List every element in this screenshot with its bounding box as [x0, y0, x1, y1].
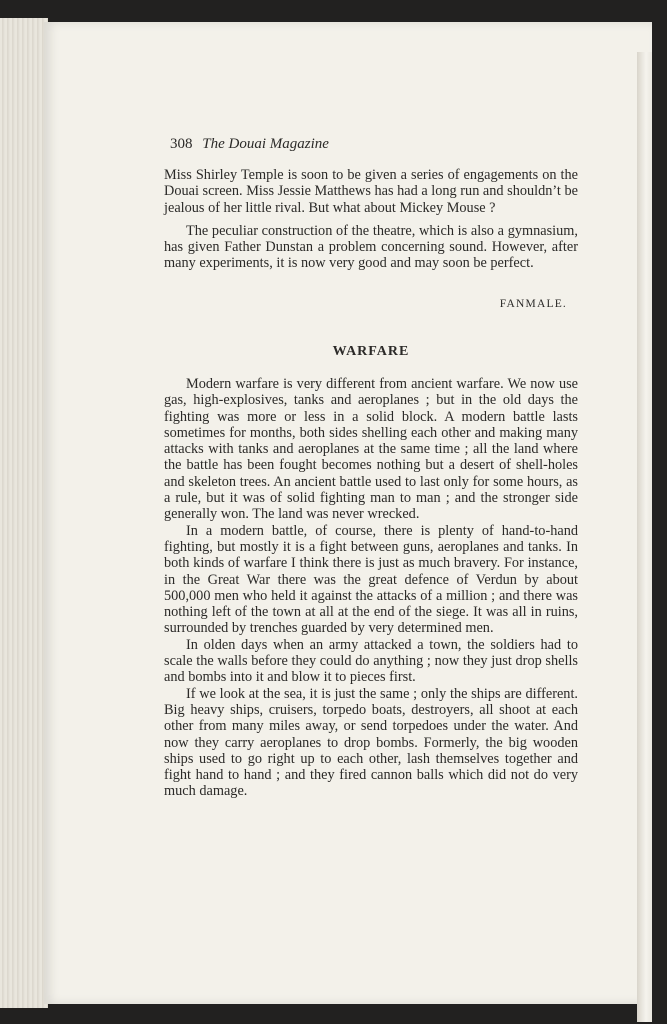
- article-paragraph: In olden days when an army attacked a town, the soldiers had to scale the walls before they could do anything ; now they just drop shells and bombs into it and blow it to pieces first.: [164, 636, 578, 686]
- intro-paragraph: The peculiar construction of the theatre, which is also a gymnasium, has given Father Dunstan a problem concerning sound. However, after many experiments, it is now very good and may soon be perfect.: [164, 222, 578, 272]
- page-edges: [0, 18, 48, 1008]
- page-gutter: [637, 52, 652, 1022]
- page-number: 308: [170, 136, 193, 152]
- signature: FANMALE.: [499, 298, 567, 310]
- intro-paragraph: Miss Shirley Temple is soon to be given a series of engagements on the Douai screen. Miss Jessie Matthews has had a long run and shouldn’t be jealous of her little rival. But what about Mickey Mouse ?: [164, 167, 578, 216]
- intro-section: [164, 167, 578, 272]
- article-paragraph: Modern warfare is very different from ancient warfare. We now use gas, high-explosives, tanks and aeroplanes ; but in the old days the fighting was more or less in a solid block. A modern battle lasts sometimes for months, both sides shelling each other and making many attacks with tanks and aeroplanes at the same time ; all the land where the battle has been fought becomes nothing but a desert of shell-holes and skeleton trees. An ancient battle used to last only for some hours, as a rule, but it was of solid fighting man to man ; and the stronger side generally won. The land was never wrecked.: [164, 376, 578, 523]
- article-paragraph: If we look at the sea, it is just the same ; only the ships are different. Big heavy ships, cruisers, torpedo boats, destroyers, all shoot at each other from many miles away, or send torpedoes under the water. And now they carry aeroplanes to drop bombs. Formerly, the big wooden ships used to go right up to each other, lash themselves together and fight hand to hand ; and they fired cannon balls which did not do very much damage.: [164, 685, 578, 800]
- article-body: [164, 376, 578, 800]
- article-title: WARFARE: [332, 344, 410, 359]
- article-paragraph: In a modern battle, of course, there is plenty of hand-to-hand fighting, but mostly it is a fight between guns, aeroplanes and tanks. In both kinds of warfare I think there is just as much bravery. For instance, in the Great War there was the great defence of Verdun by about 500,000 men who held it against the attacks of a million ; and there was nothing left of the town at all at the end of the siege. It was all in ruins, surrounded by trenches guarded by very determined men.: [164, 522, 578, 637]
- magazine-title: The Douai Magazine: [202, 136, 329, 152]
- running-header: [170, 136, 329, 153]
